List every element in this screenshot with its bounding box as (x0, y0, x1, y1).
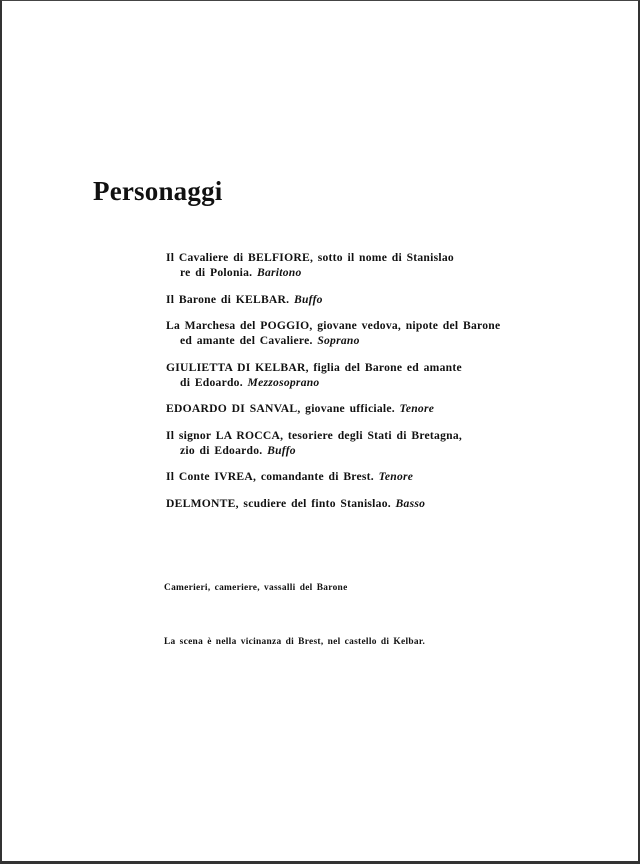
cast-item-marchesa (166, 318, 546, 348)
cast-description-tail: re di Polonia. (180, 266, 253, 279)
cast-description-continued (180, 443, 546, 458)
cast-list (166, 250, 546, 522)
cast-description: Il Conte IVREA, comandante di Brest. (166, 470, 374, 483)
cast-item-edoardo (166, 401, 546, 416)
extras-note: Camerieri, cameriere, vassalli del Barone (164, 583, 348, 593)
cast-description: GIULIETTA DI KELBAR, figlia del Barone ed amante (166, 360, 462, 374)
cast-description-continued (180, 375, 546, 390)
cast-description-tail: ed amante del Cavaliere. (180, 334, 313, 347)
cast-description-line (166, 496, 546, 511)
voice-type: Tenore (399, 402, 435, 415)
cast-description: Il Barone di KELBAR. (166, 292, 290, 306)
cast-item-la-rocca (166, 428, 546, 458)
cast-item-delmonte (166, 496, 546, 511)
cast-description: EDOARDO DI SANVAL, giovane ufficiale. (166, 402, 395, 415)
cast-description-tail: di Edoardo. (180, 375, 243, 389)
page-title: Personaggi (93, 176, 223, 206)
cast-description-line (166, 292, 546, 307)
cast-description-line (166, 401, 546, 416)
cast-description-tail: zio di Edoardo. (180, 443, 263, 457)
voice-type: Mezzosoprano (247, 375, 320, 389)
cast-description: La Marchesa del POGGIO, giovane vedova, nipote del Barone (166, 319, 501, 332)
voice-type: Soprano (317, 334, 360, 347)
cast-description-continued (180, 333, 546, 348)
cast-description-line (166, 469, 546, 484)
scene-setting-note: La scena è nella vicinanza di Brest, nel castello di Kelbar. (164, 637, 426, 647)
cast-description: DELMONTE, scudiere del finto Stanislao. (166, 496, 391, 510)
voice-type: Tenore (378, 470, 414, 483)
voice-type: Buffo (293, 292, 323, 306)
voice-type: Basso (395, 496, 426, 510)
cast-description: Il signor LA ROCCA, tesoriere degli Stati di Bretagna, (166, 428, 463, 442)
cast-item-ivrea (166, 469, 546, 484)
cast-item-kelbar (166, 292, 546, 307)
cast-item-giulietta (166, 360, 546, 390)
voice-type: Buffo (267, 443, 296, 457)
cast-item-belfiore (166, 250, 546, 280)
cast-description: Il Cavaliere di BELFIORE, sotto il nome di Stanislao (166, 251, 454, 264)
cast-description-continued (180, 265, 546, 280)
voice-type: Baritono (256, 266, 302, 279)
